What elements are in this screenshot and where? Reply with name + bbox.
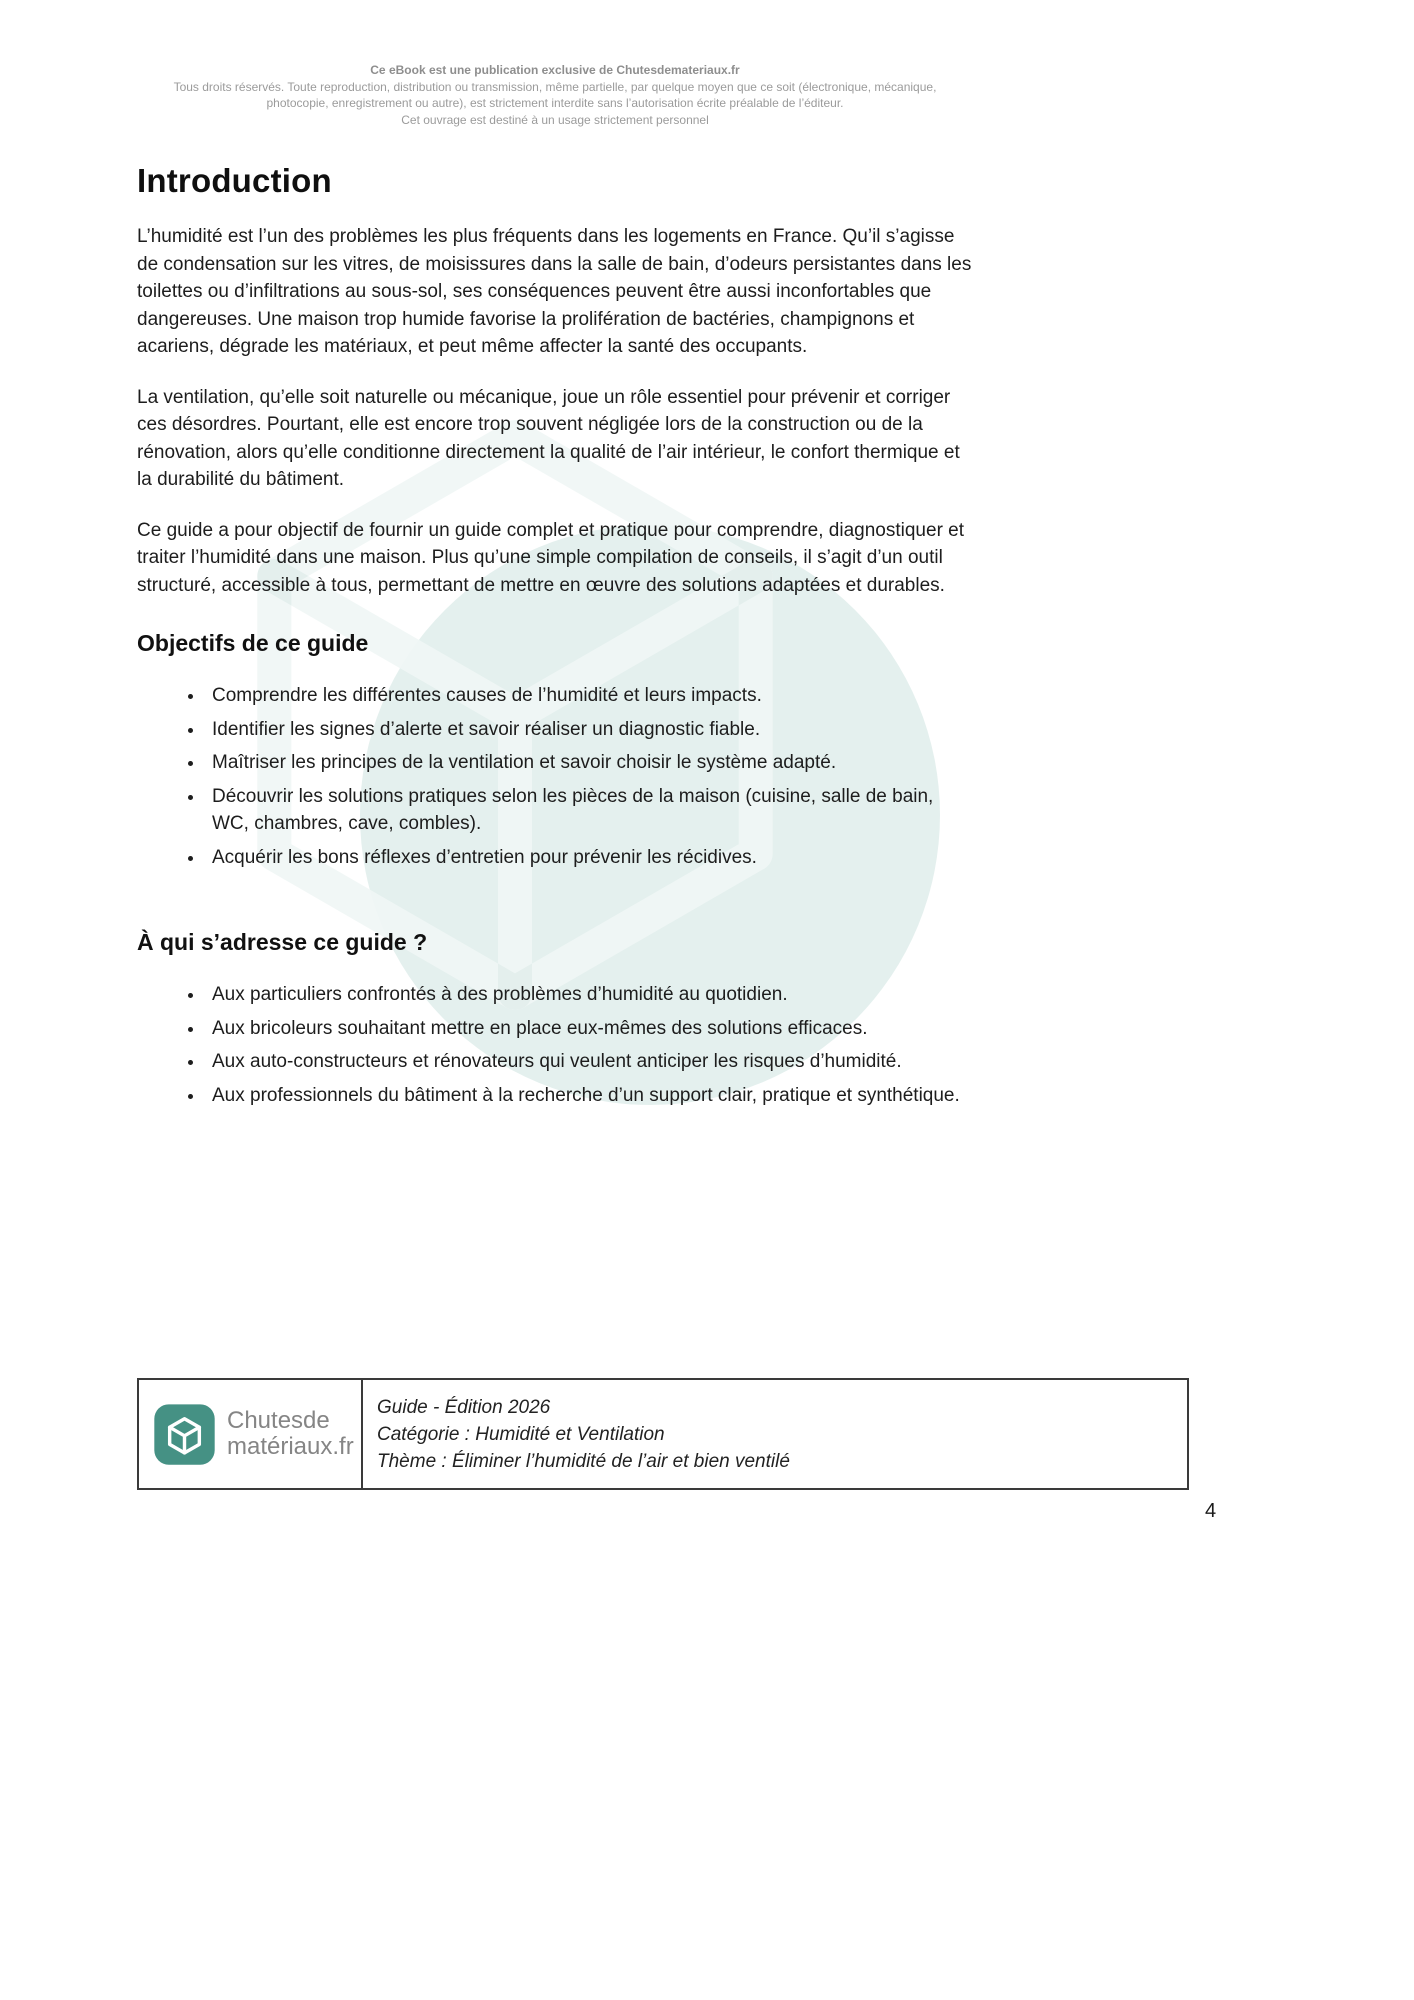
bullet-item: • Aux auto-constructeurs et rénovateurs qui veulent anticiper les risques d’humidité. (205, 1048, 973, 1076)
bullet-item: • Acquérir les bons réflexes d’entretien pour prévenir les récidives. (205, 844, 973, 872)
category-line: Catégorie : Humidité et Ventilation (377, 1423, 665, 1445)
footer-info (361, 1380, 1187, 1488)
bullet-item: • Comprendre les différentes causes de l’humidité et leurs impacts. (205, 682, 973, 710)
copyright-line: photocopie, enregistrement ou autre), est strictement interdite sans l’autorisation écrite préalable de l’éditeur. (266, 96, 844, 110)
brand-name-line1: Chutesde (227, 1407, 330, 1434)
theme-line: Thème : Éliminer l’humidité de l’air et bien ventilé (377, 1450, 790, 1472)
bullet-list-audience (137, 981, 973, 1109)
paragraph: Ce guide a pour objectif de fournir un guide complet et pratique pour comprendre, diagnostiquer et traiter l’humidité dans une maison. Plus qu’une simple compilation de conseils, il s’agit d’un outil structuré, accessible à tous, permettant de mettre en œuvre des solutions adaptées et durables. (137, 519, 965, 596)
section-heading-audience: À qui s’adresse ce guide ? (137, 929, 428, 955)
bullet-item: • Découvrir les solutions pratiques selon les pièces de la maison (cuisine, salle de bain, WC, chambres, cave, combles). (205, 783, 973, 838)
bullet-list-objectifs (137, 682, 973, 871)
brand-name-line2: matériaux.fr (227, 1433, 354, 1460)
paragraph: L’humidité est l’un des problèmes les plus fréquents dans les logements en France. Qu’il s’agisse de condensation sur les vitres, de moisissures dans la salle de bain, d’odeurs persistantes dans les toilettes ou d’infiltrations au sous-sol, ses conséquences peuvent être aussi inconfortables que dangereuses. Une maison trop humide favorise la prolifération de bactéries, champignons et acariens, dégrade les matériaux, et peut même affecter la santé des occupants. (137, 226, 972, 357)
copyright-line: Ce eBook est une publication exclusive de Chutesdemateriaux.fr (370, 63, 740, 77)
page-title: Introduction (137, 162, 332, 199)
paragraph: La ventilation, qu’elle soit naturelle ou mécanique, joue un rôle essentiel pour prévenir et corriger ces désordres. Pourtant, elle est encore trop souvent négligée lors de la construction ou de la rénovation, alors qu’elle conditionne directement la qualité de l’air intérieur, le confort thermique et la durabilité du bâtiment. (137, 386, 960, 490)
bullet-item: • Maîtriser les principes de la ventilation et savoir choisir le système adapté. (205, 749, 973, 777)
guide-edition-line: Guide - Édition 2026 (377, 1396, 551, 1418)
page-number: 4 (1205, 1500, 1217, 1522)
bullet-item: • Aux professionnels du bâtiment à la recherche d’un support clair, pratique et synthétique. (205, 1082, 973, 1110)
bullet-item: • Aux bricoleurs souhaitant mettre en place eux-mêmes des solutions efficaces. (205, 1015, 973, 1043)
brand-cube-icon (153, 1403, 216, 1466)
bullet-item: • Aux particuliers confrontés à des problèmes d’humidité au quotidien. (205, 981, 973, 1009)
text-column (137, 62, 973, 1109)
brand-logo (139, 1380, 361, 1488)
copyright-line: Tous droits réservés. Toute reproduction, distribution ou transmission, même partielle, par quelque moyen que ce soit (électronique, mécanique, (173, 79, 937, 94)
section-heading-objectifs: Objectifs de ce guide (137, 630, 369, 656)
bullet-item: • Identifier les signes d’alerte et savoir réaliser un diagnostic fiable. (205, 716, 973, 744)
footer-info-box (137, 1378, 1189, 1490)
brand-name (227, 1408, 354, 1460)
copyright-line: Cet ouvrage est destiné à un usage strictement personnel (401, 112, 709, 127)
copyright-header (115, 62, 995, 128)
